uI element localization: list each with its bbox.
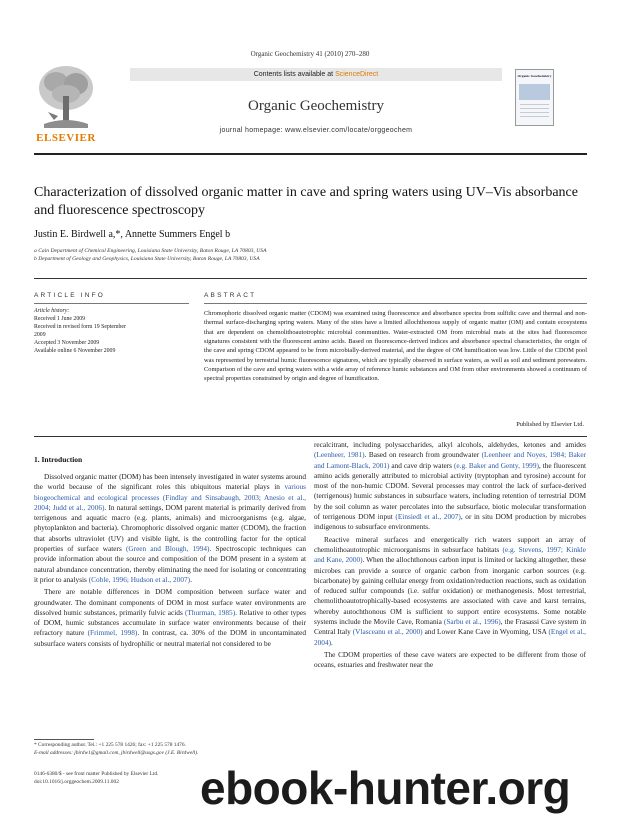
- body-text: . When the allochthonous carbon input is limited or lacking altogether, these microbes can provide a source of organic carbon from inorganic carbon sources (e.g. bicarbonate) by gaining cellular energy from oxidation/reduction reactions, such as oxidation of reduced sulfur compounds (i.e. sulfur oxidation) or methanogenesis. Most terrestrial, chemolithoautotrophically-based ecosystems are associated with cave and karst terrains, whereby autochthonous OM is sufficient to support entire ecosystems. Some notable systems include the Movile Cave, Romania: [314, 555, 586, 627]
- footnote-rule: [34, 739, 94, 740]
- introduction-heading: 1. Introduction: [34, 455, 83, 464]
- citation-link[interactable]: (e.g. Stevens, 1997; Kinkle and Kane, 2000): [314, 544, 587, 565]
- body-text: . Spectroscopic techniques can provide information about the source and composition of the DOM present in a system at natural abundance concentration, thereby eliminating the need for isolating or concentrating it prior to analysis: [34, 544, 306, 584]
- citation-link[interactable]: (e.g. Baker and Genty, 1999): [453, 460, 539, 470]
- body-column-right: [314, 440, 586, 671]
- body-text: .: [331, 637, 333, 647]
- body-text: . Based on research from groundwater: [364, 450, 482, 460]
- article-info-rule: [34, 303, 189, 304]
- body-text: , the Frasassi Cave system in Central Italy: [314, 617, 587, 637]
- cover-band: [519, 84, 550, 100]
- history-item: Received in revised form 19 September: [34, 324, 126, 330]
- contents-prefix: Contents lists available at: [253, 71, 336, 78]
- abstract-heading: ABSTRACT: [204, 292, 257, 299]
- corresponding-author-note: * Corresponding author. Tel.: +1 225 578 1426; fax: +1 225 578 1476.: [34, 742, 186, 748]
- cover-line: [520, 104, 549, 105]
- abstract-rule: [204, 303, 587, 304]
- body-text: There are notable differences in DOM composition between surface water and groundwater. The dominant components of DOM in most surface water environments are dissolved humic substances, primarily fulvic acids: [34, 587, 306, 617]
- article-info-heading: ARTICLE INFO: [34, 292, 106, 299]
- cover-line: [520, 108, 549, 109]
- citation-link[interactable]: (Engel et al., 2004): [314, 627, 587, 647]
- article-authors: Justin E. Birdwell a,*, Annette Summers Engel b: [34, 229, 231, 240]
- paragraph: [314, 440, 586, 533]
- citation-link[interactable]: (Thurman, 1985): [184, 607, 236, 617]
- body-column-left: [34, 472, 306, 649]
- contents-banner: [130, 68, 502, 81]
- body-text: Dissolved organic matter (DOM) has been intensely investigated in water systems around the world because of the significant roles this ubiquitous material plays in: [34, 472, 306, 492]
- paragraph: [314, 650, 586, 671]
- watermark: ebook-hunter.org: [200, 762, 571, 814]
- citation-link[interactable]: (Leenheer, 1981): [314, 450, 365, 460]
- publisher-logo-text: ELSEVIER: [36, 132, 96, 144]
- elsevier-tree-logo: [34, 62, 98, 130]
- article-history-label: Article history:: [34, 308, 70, 314]
- history-item: Accepted 3 November 2009: [34, 340, 100, 346]
- citation-link[interactable]: (Sarbu et al., 1996): [443, 617, 501, 627]
- history-item: Received 1 June 2009: [34, 316, 86, 322]
- citation-link[interactable]: (Leenheer and Noyes, 1984; Baker and Lamont-Black, 2001): [314, 450, 587, 470]
- citation-link[interactable]: (Coble, 1996; Hudson et al., 2007): [88, 574, 191, 584]
- history-item: 2009: [34, 332, 46, 338]
- section-divider: [34, 436, 587, 437]
- body-text: and Lower Kane Cave in Wyoming, USA: [422, 627, 549, 637]
- header-divider: [34, 153, 587, 155]
- body-text: Reactive mineral surfaces and energetically rich waters support an array of chemolithoautotrophic microorganisms in subsurface habitats: [314, 534, 586, 554]
- sciencedirect-link[interactable]: ScienceDirect: [335, 71, 379, 78]
- section-divider: [34, 278, 587, 279]
- email-addresses: E-mail addresses: jbirdw1@gmail.com, jbirdwell@usgs.gov (J.E. Birdwell).: [34, 750, 199, 756]
- body-text: The CDOM properties of these cave waters are expected to be different from those of oceans, estuaries and freshwater near the: [314, 649, 586, 670]
- body-text: . Relative to other types of DOM, humic substances accumulate in surface water environments because of their refractory nature: [34, 607, 306, 638]
- journal-header: [130, 68, 502, 148]
- abstract-text: Chromophoric dissolved organic matter (CDOM) was examined using fluorescence and absorbance spectra from sulfidic cave and thermal and non-thermal surface-discharging spring waters. Many of the sites have a limited allochthonous supply of organic matter (OM) and contain ecosystems that are dependent on chemolithoautotrophic microbial communities. Water-extracted OM from microbial mats at the sites had fluorescence signatures consistent with the fluorescent amino acids. Based on fluorescence-derived indices and absorbance spectral characteristics, the origin of the cave and spring CDOM appeared to be from microbially-derived material, and the degree of OM humification was low. Little of the CDOM pool was represented by terrestrial humic fluorescence signatures, which are typically observed in surface waters, as well as soil and sediment porewaters. Comparison of the cave and spring waters with a wide array of reference humic substances and OM from other environments showed a continuum of spectral properties constrained by origin and degree of humification.: [204, 310, 587, 383]
- journal-cover-thumbnail: [515, 69, 554, 126]
- body-text: . In natural settings, DOM parent material is primarily derived from terrigenous and aquatic macro (e.g. plants, animals) and microorganisms (e.g. algae, phytoplankton and bacteria). Chromophoric dissolved organic matter (CDOM), the fraction that absorbs ultraviolet (UV) and visible light, is the controlling factor for the optical properties of surface waters: [34, 502, 306, 554]
- citation-link[interactable]: (Frimmel, 1998): [87, 628, 138, 638]
- affiliation-a: a Cain Department of Chemical Engineering, Louisiana State University, Baton Rouge, LA 70803, USA: [34, 248, 267, 254]
- publisher-note: Published by Elsevier Ltd.: [516, 421, 584, 428]
- journal-title: Organic Geochemistry: [248, 98, 384, 114]
- citation-link[interactable]: (Green and Blough, 1994): [125, 544, 210, 554]
- cover-title: Organic Geochemistry: [517, 74, 552, 78]
- issn-line: 0146-6380/$ - see front matter Published by Elsevier Ltd.: [34, 771, 159, 777]
- cover-line: [520, 112, 549, 113]
- body-text: . In contrast, ca. 30% of the DOM in uncontaminated subsurface waters consists of hydrophilic or neutral material not considered to be: [34, 628, 306, 648]
- history-item: Available online 6 November 2009: [34, 348, 116, 354]
- citation-link[interactable]: (Vlasceanu et al., 2000): [352, 627, 423, 637]
- citation-link[interactable]: (Einsiedl et al., 2007): [395, 512, 461, 522]
- body-text: recalcitrant, including polysaccharides, alkyl alcohols, aldehydes, ketones and amides: [314, 440, 586, 449]
- body-text: , the fluorescent amino acids generally attributed to microbial activity (tryptophan and tyrosine) account for most of the non-humic CDOM. Several processes may control the lack of surface-derived (terrigenous) humic substances in subsurface waters, including retention of terrestrial DOM by the soil column as water percolates into the subsurface, biotic molecular transformation of terrigenous DOM input: [314, 460, 586, 522]
- affiliation-b: b Department of Geology and Geophysics, Louisiana State University, Baton Rouge, LA 70803, USA: [34, 256, 260, 262]
- paragraph: [314, 535, 586, 648]
- journal-homepage[interactable]: journal homepage: www.elsevier.com/locate/orggeochem: [219, 127, 413, 134]
- body-text: and cave drip waters: [389, 460, 454, 470]
- cover-line: [520, 116, 549, 117]
- paragraph: [34, 587, 306, 649]
- body-text: , or in situ DOM production by microbes indigenous to subsurface environments.: [314, 512, 586, 532]
- paragraph: [34, 472, 306, 585]
- doi-link[interactable]: doi:10.1016/j.orggeochem.2009.11.002: [34, 779, 119, 785]
- body-text: .: [190, 574, 192, 584]
- article-title: Characterization of dissolved organic matter in cave and spring waters using UV–Vis absorbance and fluorescence spectroscopy: [34, 185, 578, 218]
- citation-link[interactable]: various biogeochemical and ecological processes (Findlay and Sinsabaugh, 2003; Anesio et al., 2004; Judd et al., 2006): [34, 482, 306, 512]
- journal-citation: Organic Geochemistry 41 (2010) 270–280: [250, 50, 370, 58]
